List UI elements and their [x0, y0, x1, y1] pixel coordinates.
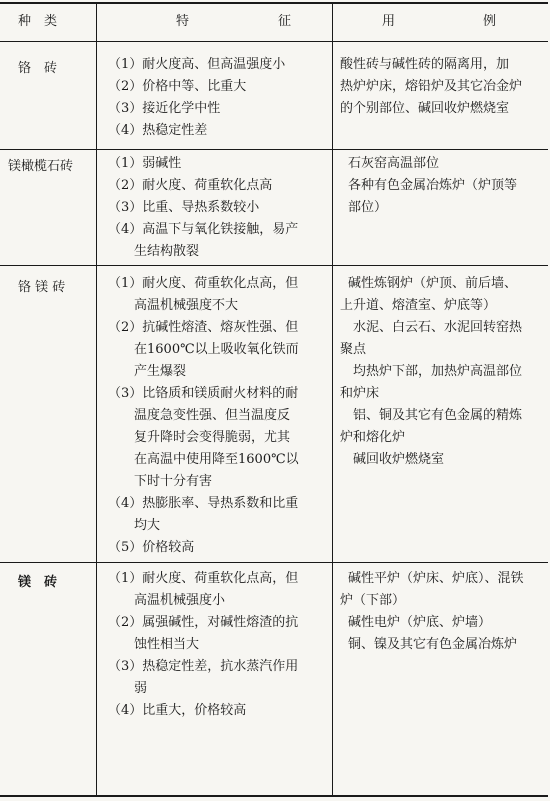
feature-line: 温度急变性强、但当温度反	[108, 408, 291, 423]
feature-line: （4）热稳定性差	[108, 123, 208, 138]
usage-line: 热炉炉床，熔铅炉及其它冶金炉	[340, 79, 523, 94]
row-type-name: 镁橄榄石砖	[8, 159, 74, 174]
feature-line: （3）比铬质和镁质耐火材料的耐	[108, 386, 299, 401]
feature-line: （4）热膨胀率、导热系数和比重	[108, 496, 299, 511]
feature-line: 在1600℃以上吸收氧化铁而	[108, 342, 299, 357]
row-type-name: 铬 砖	[18, 61, 58, 76]
usage-line: 和炉床	[340, 386, 380, 401]
row-uses	[340, 568, 545, 656]
header-type: 种 类	[18, 14, 58, 29]
usage-line: 均热炉下部，加热炉高温部位	[340, 364, 523, 379]
feature-line: （1）耐火度高、但高温强度小	[108, 57, 286, 72]
row-features	[108, 568, 330, 722]
feature-line: （4）比重大，价格较高	[108, 703, 247, 718]
feature-line: （1）耐火度、荷重软化点高，但	[108, 276, 299, 291]
feature-line: 产生爆裂	[108, 364, 187, 379]
usage-line: 的个别部位、碱回收炉燃烧室	[340, 101, 510, 116]
row-divider	[0, 149, 548, 150]
feature-line: （3）比重、导热系数较小	[108, 200, 260, 215]
row-divider	[0, 562, 548, 563]
feature-line: （1）弱碱性	[108, 156, 182, 171]
feature-line: （1）耐火度、荷重软化点高，但	[108, 571, 299, 586]
feature-line: 下时十分有害	[108, 474, 213, 489]
row-features	[108, 153, 330, 263]
feature-line: （3）接近化学中性	[108, 101, 221, 116]
usage-line: 石灰窑高温部位	[348, 156, 440, 171]
header-feature-2: 征	[278, 14, 292, 29]
feature-line: 生结构散裂	[108, 244, 200, 259]
row-uses	[340, 153, 545, 219]
table-top-rule	[0, 2, 548, 4]
row-uses	[340, 273, 545, 471]
header-usage-1: 用	[382, 14, 396, 29]
feature-line: （2）耐火度、荷重软化点高	[108, 178, 273, 193]
feature-line: 蚀性相当大	[108, 637, 200, 652]
row-type-name: 铬 镁 砖	[18, 280, 66, 295]
header-bottom-rule	[0, 41, 548, 42]
feature-line: （3）热稳定性差，抗水蒸汽作用	[108, 659, 299, 674]
usage-line: 各种有色金属冶炼炉（炉顶等	[348, 178, 518, 193]
usage-line: 碱性平炉（炉床、炉底）、混铁	[348, 571, 524, 586]
row-features	[108, 54, 330, 142]
feature-line: （2）属强碱性，对碱性熔渣的抗	[108, 615, 299, 630]
feature-line: （2）抗碱性熔渣、熔灰性强、但	[108, 320, 299, 335]
row-type-name: 镁 砖	[18, 575, 58, 590]
usage-line: 铜、镍及其它有色金属冶炼炉	[348, 637, 518, 652]
usage-line: 碱性电炉（炉底、炉墙）	[348, 615, 492, 630]
usage-line: 酸性砖与碱性砖的隔离用，加	[340, 57, 510, 72]
table-bottom-rule	[0, 795, 548, 797]
row-features	[108, 273, 330, 559]
usage-line: 聚点	[340, 342, 367, 357]
header-usage-2: 例	[483, 14, 497, 29]
feature-line: 高温机械强度小	[108, 593, 226, 608]
row-uses	[340, 54, 545, 120]
feature-line: （4）高温下与氧化铁接触，易产	[108, 222, 299, 237]
usage-line: 炉（下部）	[340, 593, 406, 608]
usage-line: 部位）	[348, 200, 388, 215]
column-divider	[332, 2, 333, 797]
feature-line: 弱	[108, 681, 148, 696]
feature-line: （5）价格较高	[108, 540, 195, 555]
feature-line: （2）价格中等、比重大	[108, 79, 247, 94]
row-divider	[0, 265, 548, 266]
feature-line: 在高温中使用降至1600℃以	[108, 452, 299, 467]
header-feature-1: 特	[176, 14, 190, 29]
feature-line: 复升降时会变得脆弱，尤其	[108, 430, 291, 445]
usage-line: 碱性炼钢炉（炉顶、前后墙、	[348, 276, 518, 291]
feature-line: 高温机械强度不大	[108, 298, 239, 313]
column-divider	[96, 2, 97, 797]
usage-line: 上升道、熔渣室、炉底等）	[340, 298, 497, 313]
usage-line: 碱回收炉燃烧室	[340, 452, 445, 467]
feature-line: 均大	[108, 518, 161, 533]
usage-line: 铝、铜及其它有色金属的精炼	[340, 408, 523, 423]
usage-line: 水泥、白云石、水泥回转窑热	[340, 320, 523, 335]
usage-line: 炉和熔化炉	[340, 430, 406, 445]
